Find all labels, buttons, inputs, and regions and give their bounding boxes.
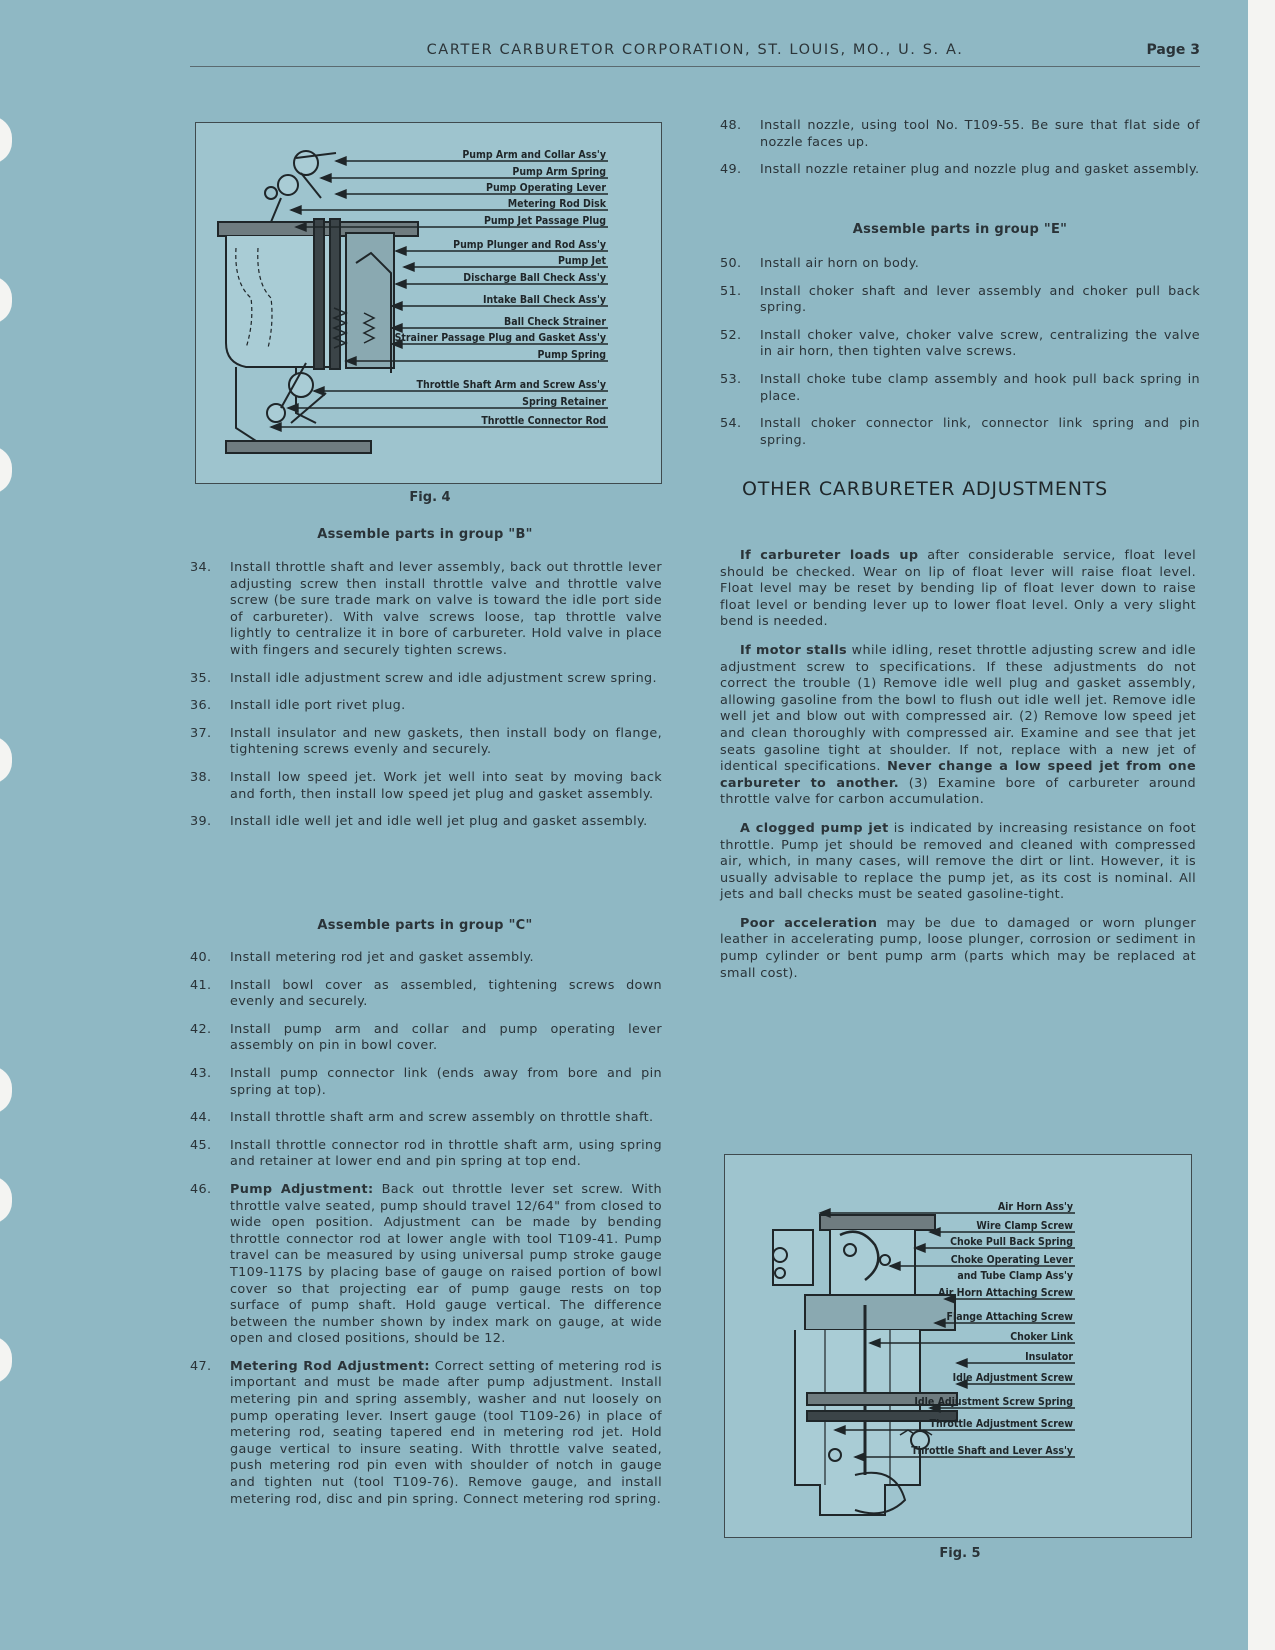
paragraph: A clogged pump jet is indicated by increasing resistance on foot throttle. Pump jet should be removed and cleaned with compressed air, which, in many cases, will remove the dirt or lint. However, it is usually advisable to replace the pump jet, as its cost is nominal. All jets and ball checks must be seated gasoline-tight. [720, 820, 1196, 903]
list-item: 50. Install air horn on body. [720, 256, 920, 271]
header-title: CARTER CARBURETOR CORPORATION, ST. LOUIS, MO., U. S. A. [426, 42, 964, 58]
group-e-heading: Assemble parts in group "E" [852, 222, 1068, 237]
fig5-label: Throttle Adjustment Screw [929, 1418, 1073, 1430]
fig4-label: Throttle Connector Rod [481, 415, 606, 427]
list-item: 44. Install throttle shaft arm and screw assembly on throttle shaft. [190, 1110, 654, 1126]
paragraph: If motor stalls while idling, reset throttle adjusting screw and idle adjustment screw to specifications. If these adjustments do not correct the trouble (1) Remove idle well plug and gasket assembly, allowing gasoline from the bowl to flush out idle well jet. Remove idle well jet and blow out with compressed air. (2) Remove low speed jet and clean thoroughly with compressed air. Examine and see that jet seats gasoline tight at shoulder. If not, replace with a new jet of identical specifications. Never change a low speed jet from one carbureter to another. (3) Examine bore of carbureter around throttle valve for carbon accumulation. [720, 642, 1197, 808]
list-item: 47. Metering Rod Adjustment: Correct setting of metering rod is important and must be made after pump adjustment. Install metering pin and spring assembly, washer and nut loosely on pump operating lever. Insert gauge (tool T109-26) in place of metering rod, seating tapered end in metering rod jet. Hold gauge vertical to insure seating. With throttle valve seated, push metering rod pin even with shoulder of notch in gauge and tighten nut (tool T109-76). Remove gauge, and install metering rod, disc and pin spring. Connect metering rod spring. [190, 1358, 662, 1507]
fig4-label: Strainer Passage Plug and Gasket Ass'y [394, 332, 606, 344]
paragraph: If carbureter loads up after considerable service, float level should be checked. Wear on lip of float lever will raise float level. Float level may be reset by bending lip of float lever down to raise float level or bending lever up to lower float level. Only a very slight bend is needed. [720, 548, 1196, 630]
fig5-label: Idle Adjustment Screw [952, 1372, 1073, 1384]
figure-5 [724, 1154, 1192, 1538]
fig5-caption: Fig. 5 [939, 1546, 981, 1561]
fig5-label: Choke Operating Lever [950, 1254, 1073, 1266]
binder-hole [0, 276, 12, 324]
fig4-label: Pump Arm Spring [512, 166, 606, 178]
section-title: OTHER CARBURETER ADJUSTMENTS [741, 478, 1109, 500]
fig4-label: Intake Ball Check Ass'y [483, 294, 606, 306]
binder-hole [0, 1176, 12, 1224]
fig4-caption: Fig. 4 [409, 490, 451, 505]
list-item: 37. Install insulator and new gaskets, then install body on flange, tightening screws evenly and securely. [190, 725, 662, 758]
list-item: 41. Install bowl cover as assembled, tightening screws down evenly and securely. [190, 977, 662, 1010]
left-items-c [190, 950, 662, 1519]
binder-hole [0, 1336, 12, 1384]
page-header [190, 40, 1200, 67]
fig5-label: Wire Clamp Screw [976, 1220, 1073, 1232]
list-item: 54. Install choker connector link, connector link spring and pin spring. [720, 416, 1200, 448]
fig5-label: Insulator [1025, 1351, 1073, 1363]
fig5-label: Flange Attaching Screw [946, 1311, 1073, 1323]
binder-hole [0, 736, 12, 784]
list-item: 46. Pump Adjustment: Back out throttle lever set screw. With throttle valve seated, pump should travel 12/64" from closed to wide open position. Adjustment can be made by bending throttle connector rod at lower angle with tool T109-41. Pump travel can be measured by using universal pump stroke gauge T109-117S by placing base of gauge on raised portion of bowl cover so that projecting ear of pump gauge rests on top surface of pump shaft. Hold gauge vertical. The difference between the number shown by index mark on gauge, at wide open and closed positions, should be 12. [190, 1181, 662, 1347]
binder-hole [0, 446, 12, 494]
fig5-drawing [725, 1155, 1191, 1537]
fig5-label: Choker Link [1010, 1331, 1073, 1343]
fig5-label: Air Horn Attaching Screw [938, 1287, 1073, 1299]
fig4-label: Ball Check Strainer [504, 316, 606, 328]
list-item: 35. Install idle adjustment screw and idle adjustment screw spring. [190, 670, 657, 686]
list-item: 48. Install nozzle, using tool No. T109-55. Be sure that flat side of nozzle faces up. [720, 118, 1200, 150]
list-item: 49. Install nozzle retainer plug and nozzle plug and gasket assembly. [720, 162, 1200, 178]
list-item: 38. Install low speed jet. Work jet well into seat by moving back and forth, then install low speed jet plug and gasket assembly. [190, 769, 662, 802]
fig4-label: Pump Jet Passage Plug [483, 215, 606, 227]
right-items-top [720, 118, 1200, 190]
list-item: 36. Install idle port rivet plug. [190, 698, 406, 714]
fig4-label: Pump Operating Lever [486, 182, 606, 194]
list-item: 43. Install pump connector link (ends away from bore and pin spring at top). [190, 1065, 662, 1098]
adjustment-paragraphs [720, 548, 1196, 994]
list-item: 39. Install idle well jet and idle well jet plug and gasket assembly. [190, 814, 648, 830]
right-items-e [720, 256, 1200, 460]
fig4-drawing [196, 123, 661, 483]
page-number: Page 3 [1146, 42, 1200, 58]
list-item: 42. Install pump arm and collar and pump operating lever assembly on pin in bowl cover. [190, 1021, 662, 1054]
fig5-label: and Tube Clamp Ass'y [957, 1270, 1073, 1282]
fig5-label: Choke Pull Back Spring [950, 1236, 1073, 1248]
fig5-label: Throttle Shaft and Lever Ass'y [911, 1445, 1073, 1457]
group-b-heading: Assemble parts in group "B" [317, 527, 533, 542]
fig4-label: Metering Rod Disk [507, 198, 606, 210]
fig4-label: Discharge Ball Check Ass'y [463, 272, 606, 284]
list-item: 34. Install throttle shaft and lever assembly, back out throttle lever adjusting screw then install throttle valve and throttle valve screw (be sure trade mark on valve is toward the idle port side of carbureter). With valve screws loose, tap throttle valve lightly to centralize it in bore of carbureter. Hold valve in place with fingers and securely tighten screws. [190, 560, 662, 658]
fig4-label: Pump Jet [558, 255, 606, 267]
paragraph: Poor acceleration may be due to damaged or worn plunger leather in accelerating pump, loose plunger, corrosion or sediment in pump cylinder or bent pump arm (parts which may be replaced at small cost). [720, 915, 1196, 981]
list-item: 40. Install metering rod jet and gasket assembly. [190, 950, 534, 965]
list-item: 45. Install throttle connector rod in throttle shaft arm, using spring and retainer at lower end and pin spring at top end. [190, 1137, 662, 1170]
fig4-label: Pump Spring [537, 349, 606, 361]
fig4-label: Pump Arm and Collar Ass'y [462, 149, 606, 161]
figure-4 [195, 122, 662, 484]
binder-hole [0, 116, 12, 164]
left-items-b [190, 560, 662, 842]
page-edge [1248, 0, 1275, 1650]
list-item: 52. Install choker valve, choker valve screw, centralizing the valve in air horn, then tighten valve screws. [720, 327, 1200, 360]
fig5-label: Air Horn Ass'y [997, 1201, 1073, 1213]
fig4-label: Spring Retainer [522, 396, 606, 408]
binder-hole [0, 1066, 12, 1114]
list-item: 53. Install choke tube clamp assembly and hook pull back spring in place. [720, 371, 1200, 404]
fig4-label: Pump Plunger and Rod Ass'y [453, 239, 606, 251]
fig4-label: Throttle Shaft Arm and Screw Ass'y [416, 379, 606, 391]
fig5-label: Idle Adjustment Screw Spring [914, 1396, 1073, 1408]
group-c-heading: Assemble parts in group "C" [317, 918, 533, 933]
list-item: 51. Install choker shaft and lever assembly and choker pull back spring. [720, 283, 1200, 316]
